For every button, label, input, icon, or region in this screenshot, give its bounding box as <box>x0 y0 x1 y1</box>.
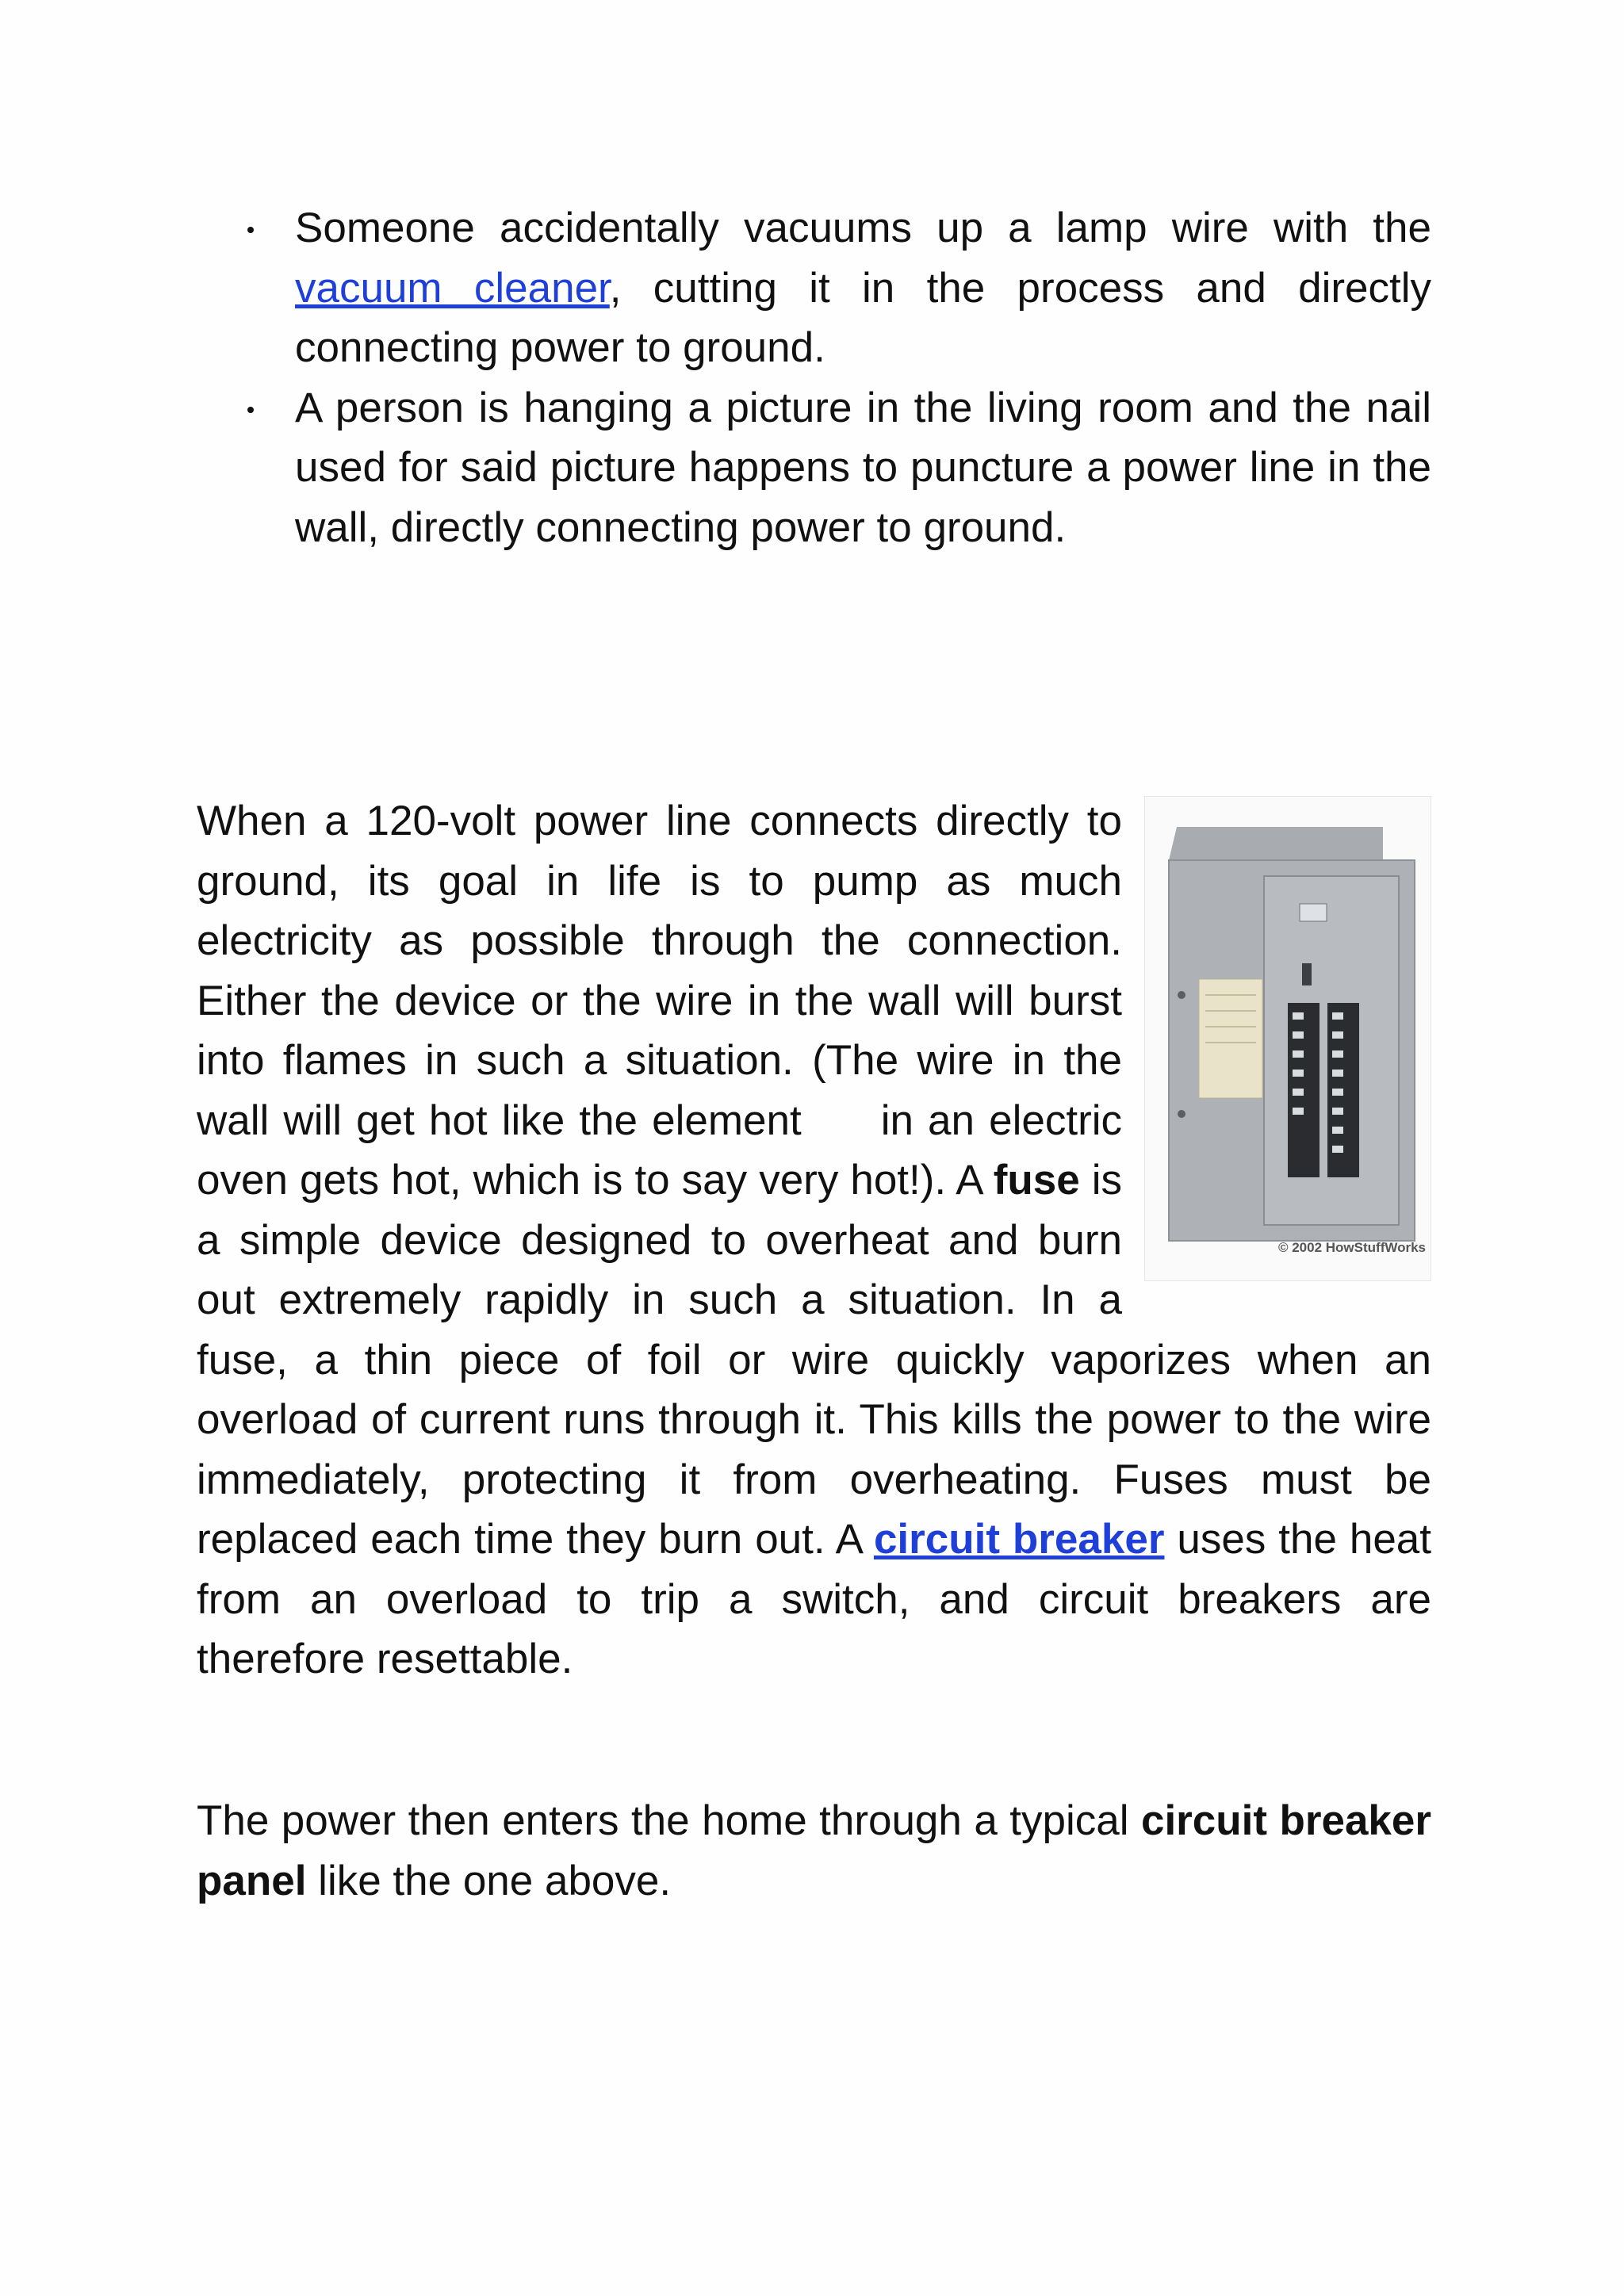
bullet-1-text-before: Someone accidentally vacuums up a lamp wire with the <box>295 205 1431 251</box>
circuit-breaker-panel-term: circuit breaker panel <box>197 1797 1432 1904</box>
paragraph-text: in an electric oven gets hot, which is to say very hot!). A <box>197 1096 1122 1203</box>
fuse-paragraph <box>197 791 1431 1689</box>
bullet-1-text-after: , cutting it in the process and directly connecting power to ground. <box>295 264 1431 371</box>
paragraph-text: The power then enters the home through a typical <box>197 1797 1141 1844</box>
paragraph-text: like the one above. <box>306 1857 672 1904</box>
bullet-list <box>206 198 1431 557</box>
paragraph-text: When a 120-volt power line connects directly to ground, its goal in life is to pump as much electricity as possible through the connection. Either the device or the wire in the wall will burst into flames in such a situation. (The wire in the wall will get hot like the element <box>197 798 1122 1144</box>
list-item <box>206 198 1431 378</box>
breaker-panel-figure <box>1144 796 1431 1281</box>
bullet-dot-icon <box>247 407 254 413</box>
circuit-breaker-link[interactable]: circuit breaker <box>873 1516 1165 1563</box>
paragraph-text: uses the heat from an overload to trip a switch, and circuit breakers are therefore resettable. <box>197 1516 1431 1682</box>
fuse-term: fuse <box>993 1157 1080 1203</box>
vacuum-cleaner-link[interactable]: vacuum cleaner <box>295 264 610 312</box>
list-item <box>206 378 1431 558</box>
photo-credit: © 2002 HowStuffWorks <box>1277 1239 1426 1255</box>
bullet-dot-icon <box>247 227 254 233</box>
paragraph-text: is a simple device designed to overheat and burn out extremely rapidly in such a situation. In a fuse, a thin piece of foil or wire quickly vaporizes when an overload of current runs through it. This kills the power to the wire immediately, protecting it from overheating. Fuses must be replaced each time they burn out. A <box>197 1157 1431 1563</box>
breaker-panel-photo-icon <box>1145 797 1431 1280</box>
panel-paragraph <box>197 1791 1431 1911</box>
bullet-2-text: A person is hanging a picture in the living room and the nail used for said picture happens to puncture a power line in the wall, directly connecting power to ground. <box>295 384 1431 551</box>
